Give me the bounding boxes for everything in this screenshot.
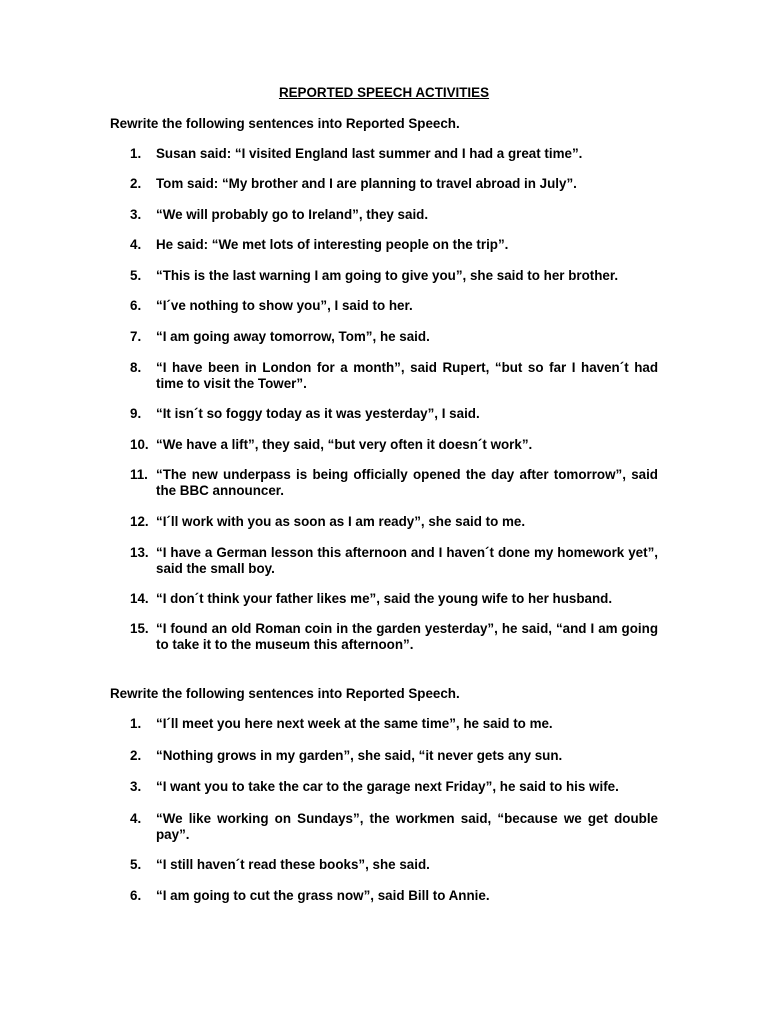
item-number: 3. — [130, 779, 142, 794]
exercise-item — [130, 237, 658, 253]
item-text: “I´ve nothing to show you”, I said to her. — [156, 298, 413, 313]
item-number: 4. — [130, 237, 142, 252]
exercise-item — [130, 329, 658, 345]
exercise-item — [130, 621, 658, 652]
item-number: 15. — [130, 621, 149, 636]
item-number: 12. — [130, 514, 149, 529]
exercise-item — [130, 146, 658, 162]
exercise-item — [130, 716, 658, 732]
exercise-item — [130, 748, 658, 764]
exercise-item — [130, 268, 658, 284]
item-number: 4. — [130, 811, 142, 826]
exercise-item — [130, 545, 658, 576]
exercise-item — [130, 857, 658, 873]
item-text: Susan said: “I visited England last summer and I had a great time”. — [156, 146, 583, 161]
item-number: 6. — [130, 888, 142, 903]
item-number: 10. — [130, 437, 149, 452]
item-number: 11. — [130, 467, 148, 482]
item-text: “I want you to take the car to the garage next Friday”, he said to his wife. — [156, 779, 619, 794]
item-number: 14. — [130, 591, 149, 606]
exercise-item — [130, 176, 658, 192]
item-number: 1. — [130, 716, 142, 731]
exercise-item — [130, 298, 658, 314]
page-title: REPORTED SPEECH ACTIVITIES — [278, 85, 490, 100]
item-text: “I don´t think your father likes me”, said the young wife to her husband. — [156, 591, 613, 606]
item-text: “I have been in London for a month”, said Rupert, “but so far I haven´t had time to visit the Tower”. — [156, 360, 658, 391]
item-text: “I still haven´t read these books”, she said. — [156, 857, 430, 872]
item-text: “We will probably go to Ireland”, they said. — [156, 207, 429, 222]
item-text: “We like working on Sundays”, the workmen said, “because we get double pay”. — [156, 811, 658, 842]
item-text: “Nothing grows in my garden”, she said, “it never gets any sun. — [156, 748, 563, 763]
item-text: He said: “We met lots of interesting people on the trip”. — [156, 237, 509, 252]
item-number: 13. — [130, 545, 149, 560]
item-text: “I´ll meet you here next week at the same time”, he said to me. — [156, 716, 553, 731]
item-text: “We have a lift”, they said, “but very often it doesn´t work”. — [156, 437, 533, 452]
item-number: 1. — [130, 146, 142, 161]
item-number: 5. — [130, 268, 142, 283]
item-number: 6. — [130, 298, 142, 313]
item-number: 7. — [130, 329, 142, 344]
item-number: 3. — [130, 207, 142, 222]
item-text: “I am going to cut the grass now”, said Bill to Annie. — [156, 888, 490, 903]
item-text: “I´ll work with you as soon as I am ready”, she said to me. — [156, 514, 526, 529]
exercise-item — [130, 437, 658, 453]
item-number: 8. — [130, 360, 142, 375]
exercise-item — [130, 207, 658, 223]
exercise-item — [130, 888, 658, 904]
item-number: 2. — [130, 176, 142, 191]
item-number: 5. — [130, 857, 142, 872]
section2-instruction: Rewrite the following sentences into Reported Speech. — [110, 686, 460, 701]
item-text: “It isn´t so foggy today as it was yesterday”, I said. — [156, 406, 480, 421]
item-number: 9. — [130, 406, 142, 421]
item-text: “This is the last warning I am going to give you”, she said to her brother. — [156, 268, 619, 283]
item-text: “I am going away tomorrow, Tom”, he said. — [156, 329, 430, 344]
exercise-item — [130, 811, 658, 842]
exercise-item — [130, 467, 658, 498]
item-text: “I have a German lesson this afternoon and I haven´t done my homework yet”, said the small boy. — [156, 545, 658, 576]
item-text: “I found an old Roman coin in the garden yesterday”, he said, “and I am going to take it to the museum this afternoon”. — [156, 621, 658, 652]
exercise-item — [130, 360, 658, 391]
exercise-item — [130, 779, 658, 795]
section1-instruction: Rewrite the following sentences into Reported Speech. — [110, 116, 460, 131]
exercise-item — [130, 591, 658, 607]
exercise-item — [130, 406, 658, 422]
exercise-item — [130, 514, 658, 530]
item-text: Tom said: “My brother and I are planning to travel abroad in July”. — [156, 176, 577, 191]
item-number: 2. — [130, 748, 142, 763]
item-text: “The new underpass is being officially opened the day after tomorrow”, said the BBC announcer. — [156, 467, 658, 498]
